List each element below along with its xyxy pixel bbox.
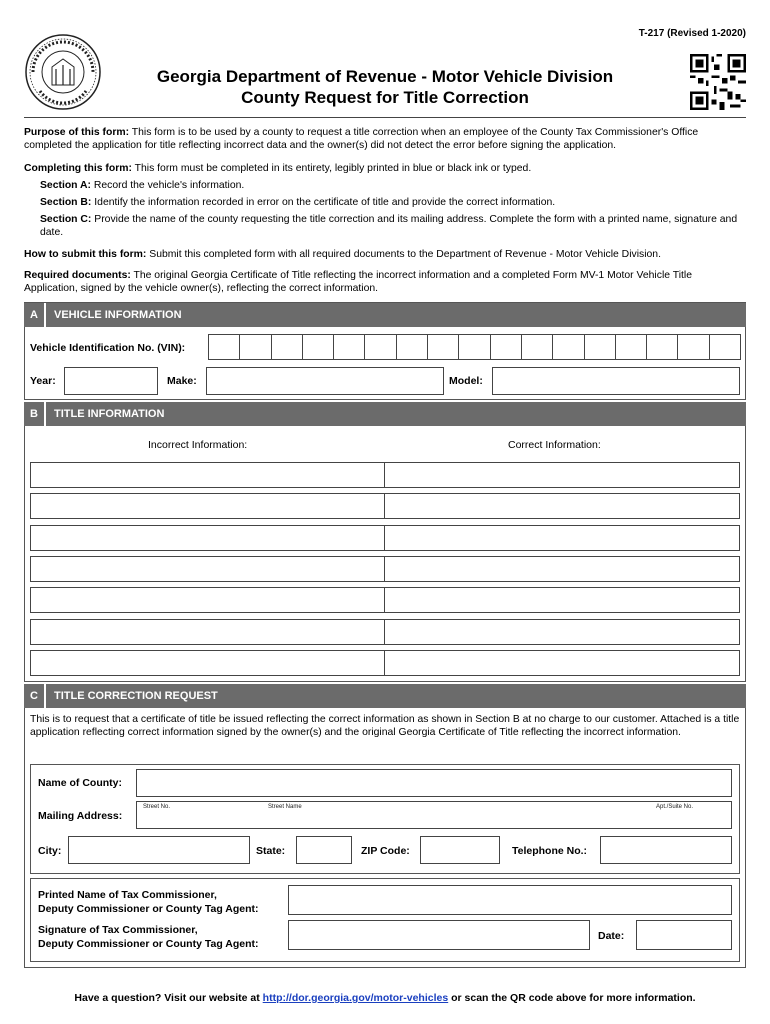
city-input[interactable] [68, 836, 250, 864]
state-input[interactable] [296, 836, 352, 864]
vin-character-cell[interactable] [208, 334, 240, 360]
georgia-seal-logo [24, 33, 102, 111]
section-c-instruction: Section C: Provide the name of the county requesting the title correction and its mailing address. Complete the form with a printed name, signature and date. [40, 214, 738, 239]
make-label: Make: [167, 375, 197, 387]
website-link[interactable]: http://dor.georgia.gov/motor-vehicles [262, 992, 449, 1004]
vin-field[interactable] [208, 334, 740, 360]
incorrect-information-input[interactable] [30, 556, 385, 582]
page-title: Georgia Department of Revenue - Motor Vehicle Division [156, 67, 614, 86]
correct-information-input[interactable] [384, 556, 740, 582]
vin-character-cell[interactable] [239, 334, 271, 360]
vin-character-cell[interactable] [427, 334, 459, 360]
telephone-label: Telephone No.: [512, 845, 588, 857]
section-letter: B [24, 402, 46, 426]
correction-rows [30, 462, 740, 678]
section-b-instruction: Section B: Identify the information recorded in error on the certificate of title and provide the correct information. [40, 197, 556, 208]
incorrect-information-input[interactable] [30, 619, 385, 645]
correct-information-input[interactable] [384, 462, 740, 488]
incorrect-information-input[interactable] [30, 493, 385, 519]
zip-code-label: ZIP Code: [361, 845, 410, 857]
completing-paragraph: Completing this form: This form must be completed in its entirety, legibly printed in blue or black ink or typed. [24, 163, 532, 174]
submit-paragraph: How to submit this form: Submit this completed form with all required documents to the Department of Revenue - Motor Vehicle Division. [24, 249, 661, 260]
incorrect-information-input[interactable] [30, 525, 385, 551]
model-input[interactable] [492, 367, 740, 395]
correct-information-input[interactable] [384, 619, 740, 645]
correct-information-input[interactable] [384, 493, 740, 519]
page-subtitle: County Request for Title Correction [241, 88, 529, 107]
required-documents-paragraph: Required documents: The original Georgia Certificate of Title reflecting the incorrect information and a completed Form MV-1 Motor Vehicle Title Application, signed by the vehicle owner(s), reflecting the correct information. [24, 270, 692, 295]
form-number: T-217 (Revised 1-2020) [638, 28, 746, 39]
signature-label: Signature of Tax Commissioner, Deputy Commissioner or County Tag Agent: [38, 924, 259, 950]
mailing-address-input[interactable] [136, 801, 732, 829]
correct-information-input[interactable] [384, 650, 740, 676]
section-letter: A [24, 303, 46, 327]
signature-input[interactable] [288, 920, 590, 950]
vin-character-cell[interactable] [709, 334, 741, 360]
year-label: Year: [30, 375, 56, 387]
street-name-hint: Street Name [268, 804, 302, 810]
vin-character-cell[interactable] [646, 334, 678, 360]
section-title: TITLE INFORMATION [54, 408, 165, 420]
printed-name-input[interactable] [288, 885, 732, 915]
request-statement: This is to request that a certificate of title be issued reflecting the correct information as shown in Section B at no charge to our customer. Attached is a title application reflecting correct information signed by the owner(s) and the original Georgia Certificate of Title reflecting the incorrect information. [30, 714, 740, 739]
vin-character-cell[interactable] [584, 334, 616, 360]
vin-character-cell[interactable] [364, 334, 396, 360]
qr-code-icon [690, 54, 746, 110]
year-input[interactable] [64, 367, 158, 395]
vin-character-cell[interactable] [396, 334, 428, 360]
incorrect-information-label: Incorrect Information: [148, 439, 248, 451]
model-label: Model: [449, 375, 483, 387]
section-a-header [24, 303, 746, 327]
vin-character-cell[interactable] [677, 334, 709, 360]
correct-information-input[interactable] [384, 525, 740, 551]
apt-suite-hint: Apt./Suite No. [656, 804, 694, 810]
date-input[interactable] [636, 920, 732, 950]
county-input[interactable] [136, 769, 732, 797]
section-a-instruction: Section A: Record the vehicle's information. [40, 180, 245, 191]
vin-character-cell[interactable] [458, 334, 490, 360]
section-title: VEHICLE INFORMATION [54, 309, 182, 321]
telephone-input[interactable] [600, 836, 732, 864]
header-divider [24, 117, 746, 118]
incorrect-information-input[interactable] [30, 587, 385, 613]
section-title: TITLE CORRECTION REQUEST [54, 690, 218, 702]
vin-character-cell[interactable] [302, 334, 334, 360]
state-label: State: [256, 845, 286, 857]
vin-character-cell[interactable] [521, 334, 553, 360]
vin-character-cell[interactable] [552, 334, 584, 360]
purpose-paragraph: Purpose of this form: This form is to be used by a county to request a title correction when an employee of the County Tax Commissioner's Office completed the application for title reflecting incorrect data and the owner(s) did not detect the error before signing the application. [24, 127, 699, 152]
correct-information-label: Correct Information: [508, 439, 601, 451]
correct-information-input[interactable] [384, 587, 740, 613]
section-c-header [24, 684, 746, 708]
incorrect-information-input[interactable] [30, 650, 385, 676]
vin-character-cell[interactable] [490, 334, 522, 360]
footer-help-text: Have a question? Visit our website at http://dor.georgia.gov/motor-vehicles or scan the QR code above for more information. [74, 992, 696, 1004]
mailing-address-label: Mailing Address: [38, 810, 123, 822]
date-label: Date: [598, 930, 625, 942]
section-b-header [24, 402, 746, 426]
section-letter: C [24, 684, 46, 708]
zip-code-input[interactable] [420, 836, 500, 864]
make-input[interactable] [206, 367, 444, 395]
county-label: Name of County: [38, 777, 122, 789]
vin-label: Vehicle Identification No. (VIN): [30, 342, 186, 354]
street-no-hint: Street No. [143, 804, 171, 810]
vin-character-cell[interactable] [271, 334, 303, 360]
vin-character-cell[interactable] [615, 334, 647, 360]
incorrect-information-input[interactable] [30, 462, 385, 488]
printed-name-label: Printed Name of Tax Commissioner, Deputy Commissioner or County Tag Agent: [38, 889, 259, 915]
city-label: City: [38, 845, 62, 857]
vin-character-cell[interactable] [333, 334, 365, 360]
